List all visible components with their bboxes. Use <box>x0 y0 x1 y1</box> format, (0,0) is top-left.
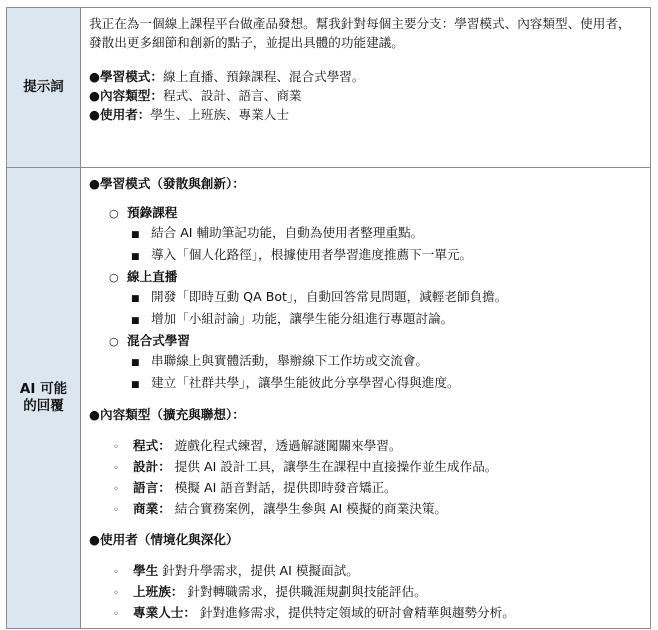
prompt-intro: 我正在為一個線上課程平台做產品發想。幫我針對每個主要分支：學習模式、內容類型、使用者，發散出更多細節和創新的點子，並提出具體的功能建議。 <box>89 16 631 50</box>
list-item: ■ 增加「小組討論」功能，讓學生能分組進行專題討論。 <box>89 309 642 331</box>
small-circle-bullet-icon: ◦ <box>113 567 119 578</box>
section-learning-mode-title: ●學習模式（發散與創新）： <box>89 176 245 191</box>
bullet-icon: ● <box>89 407 100 422</box>
prompt-item-value: 程式、設計、語言、商業 <box>162 88 302 103</box>
small-circle-bullet-icon: ◦ <box>113 442 119 453</box>
group-title: ○ 線上直播 <box>89 267 642 287</box>
list-item: ◦ 專業人士： 針對進修需求，提供特定領域的研討會精華與趨勢分析。 <box>89 603 642 624</box>
reply-label-cell <box>7 168 81 628</box>
square-bullet-icon: ■ <box>131 294 140 304</box>
list-item: ◦ 商業： 結合實務案例，讓學生參與 AI 模擬的商業決策。 <box>89 499 642 520</box>
square-bullet-icon: ■ <box>131 380 140 390</box>
prompt-row <box>7 8 650 167</box>
small-circle-bullet-icon: ◦ <box>113 463 119 474</box>
list-item: ◦ 學生 針對升學需求，提供 AI 模擬面試。 <box>89 561 642 582</box>
list-item: ■ 結合 AI 輔助筆記功能，自動為使用者整理重點。 <box>89 223 642 245</box>
list-item: ◦ 上班族： 針對轉職需求，提供職涯規劃與技能評估。 <box>89 582 642 603</box>
prompt-item-value: 學生、上班族、專業人士 <box>150 107 289 122</box>
square-bullet-icon: ■ <box>131 316 140 326</box>
prompt-item-key: 使用者： <box>100 107 151 122</box>
reply-row <box>7 167 650 628</box>
small-circle-bullet-icon: ◦ <box>113 505 119 516</box>
group-title: ○ 預錄課程 <box>89 203 642 223</box>
section-users-title: ●使用者（情境化與深化） <box>89 532 239 547</box>
prompt-item-key: 內容類型： <box>100 88 163 103</box>
square-bullet-icon: ■ <box>131 230 140 240</box>
bullet-icon: ● <box>89 176 100 191</box>
prompt-reply-table <box>6 7 651 629</box>
small-circle-bullet-icon: ◦ <box>113 484 119 495</box>
prompt-label-cell <box>7 8 81 167</box>
list-item: ◦ 語言： 模擬 AI 語音對話，提供即時發音矯正。 <box>89 478 642 499</box>
prompt-item-value: 線上直播、預錄課程、混合式學習。 <box>162 69 365 84</box>
group-title: ○ 混合式學習 <box>89 331 642 351</box>
square-bullet-icon: ■ <box>131 358 140 368</box>
circle-bullet-icon: ○ <box>109 335 119 348</box>
circle-bullet-icon: ○ <box>109 207 119 220</box>
list-item: ◦ 程式： 遊戲化程式練習，透過解謎闖關來學習。 <box>89 436 642 457</box>
bullet-icon: ● <box>89 88 100 103</box>
list-item: ■ 串聯線上與實體活動，舉辦線下工作坊或交流會。 <box>89 351 642 373</box>
list-item: ◦ 設計： 提供 AI 設計工具，讓學生在課程中直接操作並生成作品。 <box>89 457 642 478</box>
list-item: ■ 開發「即時互動 QA Bot」，自動回答常見問題，減輕老師負擔。 <box>89 287 642 309</box>
circle-bullet-icon: ○ <box>109 271 119 284</box>
prompt-item-key: 學習模式： <box>100 69 163 84</box>
prompt-content-cell <box>81 8 650 167</box>
prompt-label: 提示詞 <box>23 79 64 95</box>
small-circle-bullet-icon: ◦ <box>113 609 119 620</box>
list-item: ■ 建立「社群共學」，讓學生能彼此分享學習心得與進度。 <box>89 373 642 395</box>
reply-label-line1: AI 可能 <box>19 381 68 397</box>
prompt-item-users <box>89 105 642 124</box>
reply-content-cell <box>81 168 650 628</box>
bullet-icon: ● <box>89 532 100 547</box>
prompt-item-learning-mode <box>89 67 642 86</box>
small-circle-bullet-icon: ◦ <box>113 588 119 599</box>
bullet-icon: ● <box>89 69 100 84</box>
bullet-icon: ● <box>89 107 100 122</box>
list-item: ■ 導入「個人化路徑」，根據使用者學習進度推薦下一單元。 <box>89 245 642 267</box>
reply-label-line2: 的回覆 <box>23 398 64 414</box>
section-content-type-title: ●內容類型（擴充與聯想）： <box>89 407 245 422</box>
prompt-item-content-type <box>89 86 642 105</box>
square-bullet-icon: ■ <box>131 252 140 262</box>
